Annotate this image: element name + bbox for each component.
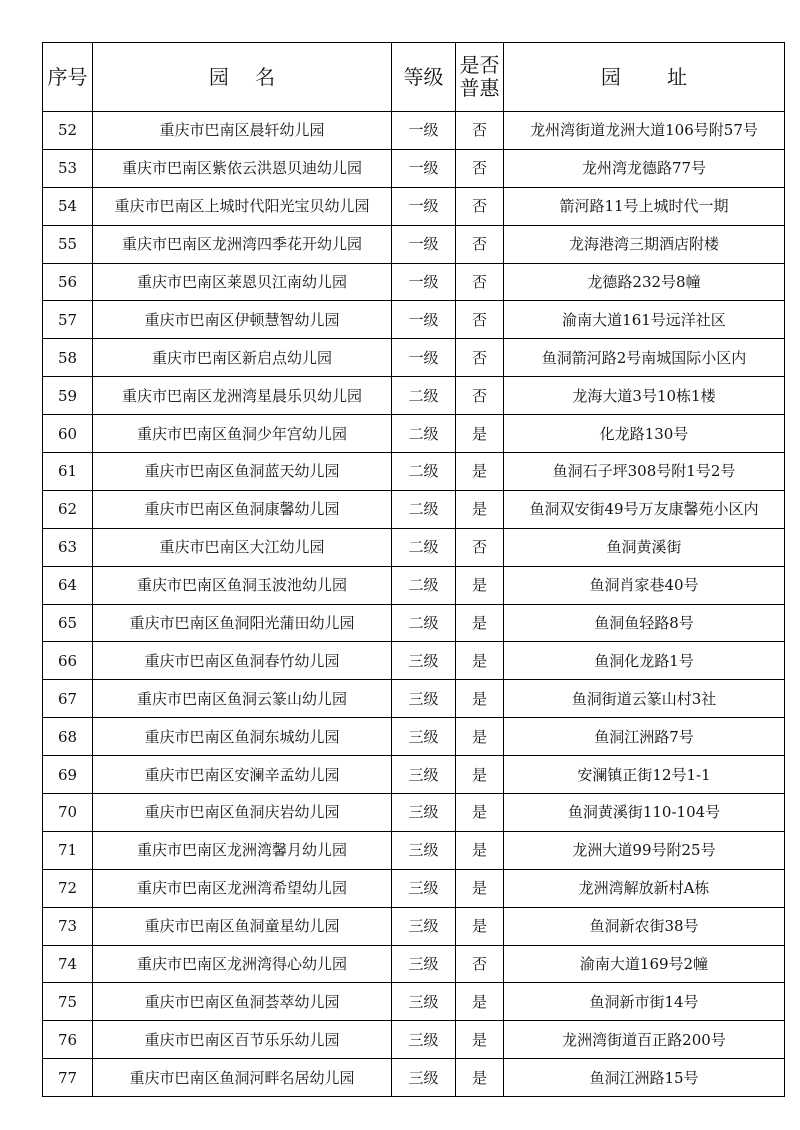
cell-address: 鱼洞箭河路2号南城国际小区内 [504,339,785,377]
cell-inclusive: 是 [456,1021,504,1059]
cell-name: 重庆市巴南区龙洲湾星晨乐贝幼儿园 [93,377,392,415]
cell-grade: 三级 [392,794,456,832]
cell-grade: 二级 [392,415,456,453]
cell-grade: 三级 [392,869,456,907]
cell-address: 龙海大道3号10栋1楼 [504,377,785,415]
cell-inclusive: 是 [456,869,504,907]
table-row [43,301,785,339]
cell-name: 重庆市巴南区紫依云洪恩贝迪幼儿园 [93,149,392,187]
cell-no: 77 [43,1059,93,1097]
cell-grade: 一级 [392,339,456,377]
cell-address: 龙洲湾解放新村A栋 [504,869,785,907]
cell-grade: 一级 [392,149,456,187]
cell-name: 重庆市巴南区鱼洞阳光蒲田幼儿园 [93,604,392,642]
cell-name: 重庆市巴南区鱼洞蓝天幼儿园 [93,453,392,491]
table-row [43,566,785,604]
cell-address: 鱼洞化龙路1号 [504,642,785,680]
cell-inclusive: 是 [456,680,504,718]
header-name: 园 名 [93,43,392,112]
table-row [43,831,785,869]
cell-grade: 一级 [392,225,456,263]
cell-name: 重庆市巴南区龙洲湾四季花开幼儿园 [93,225,392,263]
cell-grade: 三级 [392,983,456,1021]
header-inclusive-line1: 是否 [459,53,500,77]
cell-name: 重庆市巴南区鱼洞玉波池幼儿园 [93,566,392,604]
cell-no: 72 [43,869,93,907]
table-row [43,377,785,415]
table-row [43,794,785,832]
cell-address: 龙洲大道99号附25号 [504,831,785,869]
cell-no: 68 [43,718,93,756]
cell-no: 60 [43,415,93,453]
cell-no: 67 [43,680,93,718]
table-row [43,1021,785,1059]
table-row [43,490,785,528]
cell-grade: 一级 [392,263,456,301]
cell-inclusive: 是 [456,566,504,604]
header-row [43,43,785,112]
table-row [43,983,785,1021]
cell-name: 重庆市巴南区鱼洞云篆山幼儿园 [93,680,392,718]
header-address: 园 址 [504,43,785,112]
cell-grade: 三级 [392,907,456,945]
cell-address: 鱼洞鱼轻路8号 [504,604,785,642]
table-row [43,453,785,491]
cell-no: 59 [43,377,93,415]
table-row [43,680,785,718]
table-row [43,187,785,225]
cell-grade: 三级 [392,756,456,794]
cell-no: 62 [43,490,93,528]
header-grade: 等级 [392,43,456,112]
cell-name: 重庆市巴南区鱼洞荟萃幼儿园 [93,983,392,1021]
table-row [43,149,785,187]
cell-name: 重庆市巴南区龙洲湾得心幼儿园 [93,945,392,983]
cell-inclusive: 否 [456,377,504,415]
cell-no: 76 [43,1021,93,1059]
cell-inclusive: 是 [456,604,504,642]
cell-no: 54 [43,187,93,225]
cell-address: 鱼洞石子坪308号附1号2号 [504,453,785,491]
cell-grade: 二级 [392,566,456,604]
cell-grade: 三级 [392,831,456,869]
cell-name: 重庆市巴南区安澜辛孟幼儿园 [93,756,392,794]
cell-no: 55 [43,225,93,263]
cell-inclusive: 否 [456,528,504,566]
cell-no: 58 [43,339,93,377]
cell-address: 箭河路11号上城时代一期 [504,187,785,225]
cell-address: 化龙路130号 [504,415,785,453]
cell-inclusive: 是 [456,718,504,756]
cell-inclusive: 否 [456,187,504,225]
cell-inclusive: 是 [456,794,504,832]
cell-name: 重庆市巴南区龙洲湾馨月幼儿园 [93,831,392,869]
cell-no: 56 [43,263,93,301]
cell-grade: 二级 [392,453,456,491]
cell-no: 73 [43,907,93,945]
table-row [43,604,785,642]
cell-inclusive: 否 [456,339,504,377]
cell-address: 龙海港湾三期酒店附楼 [504,225,785,263]
cell-name: 重庆市巴南区伊顿慧智幼儿园 [93,301,392,339]
cell-grade: 二级 [392,377,456,415]
cell-name: 重庆市巴南区莱恩贝江南幼儿园 [93,263,392,301]
cell-no: 69 [43,756,93,794]
cell-no: 52 [43,112,93,150]
header-inclusive-line2: 普惠 [459,76,500,100]
cell-address: 龙州湾街道龙洲大道106号附57号 [504,112,785,150]
cell-name: 重庆市巴南区百节乐乐幼儿园 [93,1021,392,1059]
table-row [43,415,785,453]
table-row [43,263,785,301]
cell-name: 重庆市巴南区鱼洞少年宫幼儿园 [93,415,392,453]
cell-no: 70 [43,794,93,832]
cell-name: 重庆市巴南区鱼洞春竹幼儿园 [93,642,392,680]
cell-name: 重庆市巴南区鱼洞童星幼儿园 [93,907,392,945]
kindergarten-table [42,42,785,1097]
cell-grade: 三级 [392,718,456,756]
cell-no: 57 [43,301,93,339]
cell-inclusive: 否 [456,263,504,301]
cell-inclusive: 否 [456,149,504,187]
cell-inclusive: 是 [456,490,504,528]
cell-no: 66 [43,642,93,680]
cell-name: 重庆市巴南区龙洲湾希望幼儿园 [93,869,392,907]
cell-grade: 三级 [392,642,456,680]
cell-inclusive: 否 [456,945,504,983]
cell-no: 63 [43,528,93,566]
cell-address: 安澜镇正街12号1-1 [504,756,785,794]
cell-inclusive: 是 [456,642,504,680]
cell-grade: 一级 [392,187,456,225]
table-row [43,339,785,377]
cell-inclusive: 是 [456,415,504,453]
cell-address: 鱼洞江洲路7号 [504,718,785,756]
cell-address: 鱼洞黄溪街110-104号 [504,794,785,832]
table-row [43,718,785,756]
cell-inclusive: 是 [456,1059,504,1097]
table-row [43,642,785,680]
header-inclusive [456,43,504,112]
cell-grade: 三级 [392,680,456,718]
cell-no: 75 [43,983,93,1021]
cell-inclusive: 是 [456,453,504,491]
cell-grade: 二级 [392,528,456,566]
cell-name: 重庆市巴南区上城时代阳光宝贝幼儿园 [93,187,392,225]
table-row [43,869,785,907]
cell-grade: 三级 [392,1021,456,1059]
cell-address: 鱼洞黄溪街 [504,528,785,566]
cell-grade: 一级 [392,301,456,339]
cell-name: 重庆市巴南区大江幼儿园 [93,528,392,566]
table-row [43,907,785,945]
cell-address: 龙德路232号8幢 [504,263,785,301]
cell-address: 鱼洞双安街49号万友康馨苑小区内 [504,490,785,528]
cell-grade: 二级 [392,604,456,642]
cell-address: 龙洲湾街道百正路200号 [504,1021,785,1059]
cell-address: 鱼洞肖家巷40号 [504,566,785,604]
cell-name: 重庆市巴南区鱼洞东城幼儿园 [93,718,392,756]
cell-no: 61 [43,453,93,491]
cell-inclusive: 是 [456,756,504,794]
cell-inclusive: 是 [456,907,504,945]
cell-no: 71 [43,831,93,869]
cell-grade: 三级 [392,1059,456,1097]
cell-inclusive: 否 [456,301,504,339]
cell-address: 鱼洞江洲路15号 [504,1059,785,1097]
cell-address: 龙州湾龙德路77号 [504,149,785,187]
table-row [43,756,785,794]
cell-inclusive: 否 [456,112,504,150]
cell-name: 重庆市巴南区新启点幼儿园 [93,339,392,377]
cell-no: 53 [43,149,93,187]
cell-name: 重庆市巴南区鱼洞庆岩幼儿园 [93,794,392,832]
cell-grade: 三级 [392,945,456,983]
cell-address: 渝南大道161号远洋社区 [504,301,785,339]
cell-inclusive: 是 [456,983,504,1021]
cell-no: 74 [43,945,93,983]
cell-address: 渝南大道169号2幢 [504,945,785,983]
table-row [43,112,785,150]
table-row [43,1059,785,1097]
table-row [43,225,785,263]
cell-inclusive: 否 [456,225,504,263]
cell-no: 64 [43,566,93,604]
table-row [43,945,785,983]
cell-address: 鱼洞新市街14号 [504,983,785,1021]
cell-no: 65 [43,604,93,642]
cell-grade: 一级 [392,112,456,150]
cell-inclusive: 是 [456,831,504,869]
cell-name: 重庆市巴南区鱼洞康馨幼儿园 [93,490,392,528]
cell-address: 鱼洞新农街38号 [504,907,785,945]
cell-name: 重庆市巴南区鱼洞河畔名居幼儿园 [93,1059,392,1097]
header-no: 序号 [43,43,93,112]
table-row [43,528,785,566]
cell-grade: 二级 [392,490,456,528]
cell-address: 鱼洞街道云篆山村3社 [504,680,785,718]
cell-name: 重庆市巴南区晨轩幼儿园 [93,112,392,150]
